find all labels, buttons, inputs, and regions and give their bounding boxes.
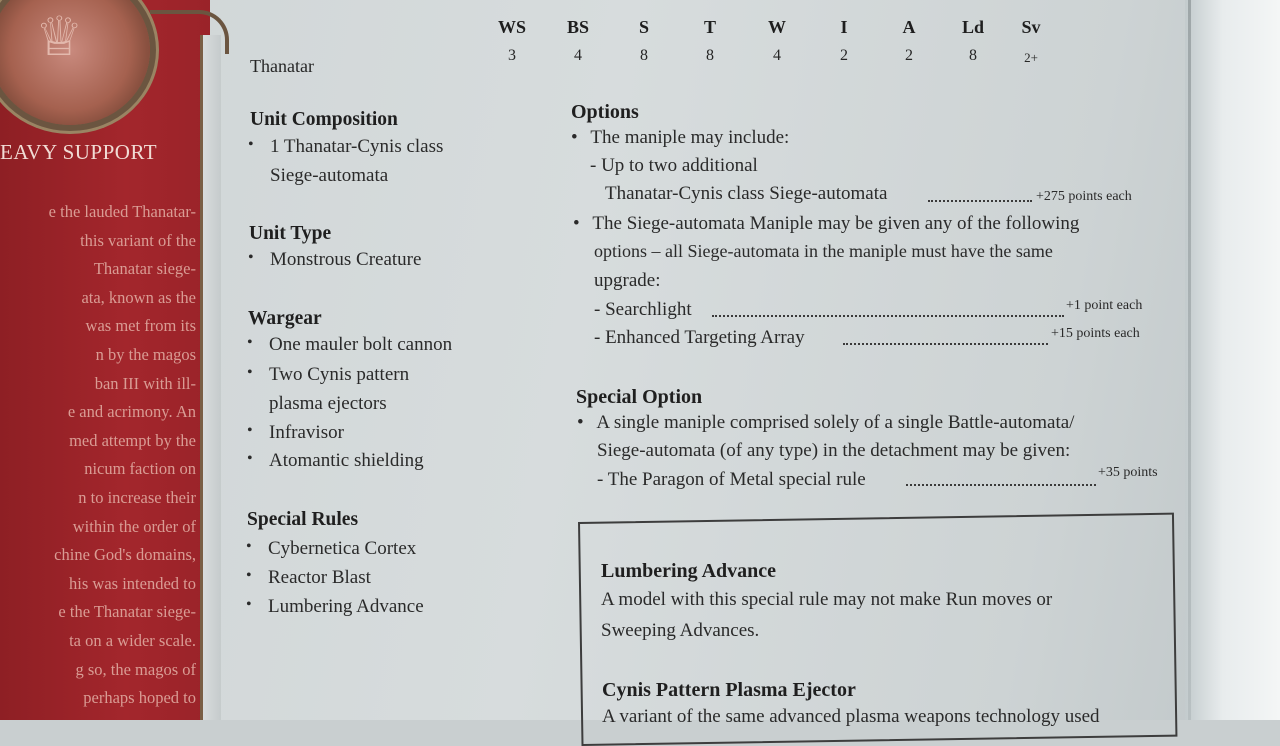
stat-value-s: 8 (640, 47, 648, 64)
stat-header-sv: Sv (1021, 17, 1041, 37)
list-item-text: Siege-automata (270, 165, 389, 186)
options-text: upgrade: (594, 270, 661, 291)
options-text: The maniple may include: (590, 127, 790, 148)
sidebar-line: within the order of (72, 516, 196, 536)
special-option-bullet (577, 412, 1074, 434)
unit-type-title: Unit Type (249, 223, 332, 244)
emblem-icon (0, 0, 150, 125)
stat-value-w: 4 (773, 47, 781, 64)
rule-text: A variant of the same advanced plasma weapons technology used (602, 706, 1100, 727)
sidebar-line: n by the magos (95, 344, 196, 364)
stat-value-i: 2 (840, 47, 848, 64)
points-cost: +1 point each (1066, 298, 1143, 313)
sidebar-line: ban III with ill- (94, 373, 196, 393)
sidebar-heading: EAVY SUPPORT (0, 140, 158, 164)
unit-name: Thanatar (250, 56, 314, 76)
bullet-icon: • (246, 567, 252, 584)
options-text: - Searchlight (594, 299, 692, 320)
sidebar-line: his was intended to (69, 573, 196, 593)
bullet-icon: • (247, 450, 253, 467)
bullet-icon: • (248, 136, 254, 153)
list-item-text: 1 Thanatar-Cynis class (270, 136, 444, 157)
special-rules-title: Special Rules (247, 509, 359, 530)
options-title: Options (571, 101, 639, 123)
rule-title: Lumbering Advance (601, 560, 777, 582)
points-cost: +15 points each (1051, 326, 1140, 341)
sidebar-line: perhaps hoped to (83, 688, 196, 708)
dot-leader (906, 484, 1096, 486)
points-cost: +35 points (1098, 465, 1158, 480)
list-item-text: One mauler bolt cannon (269, 334, 453, 355)
bullet-icon: • (246, 596, 252, 613)
sidebar-line: e and acrimony. An (67, 402, 196, 422)
stat-value-a: 2 (905, 47, 913, 64)
bullet-icon: • (571, 127, 578, 148)
wargear-title: Wargear (248, 308, 322, 329)
options-text: - Enhanced Targeting Array (594, 327, 805, 348)
bullet-icon: • (247, 422, 253, 439)
list-item-text: Infravisor (269, 422, 344, 443)
options-text: Thanatar-Cynis class Siege-automata (605, 183, 888, 204)
stat-header-a: A (902, 17, 916, 37)
sidebar-text (0, 198, 196, 713)
bullet-icon: • (246, 538, 252, 555)
bullet-icon: • (577, 412, 584, 433)
dot-leader (928, 200, 1032, 202)
stat-header-ws: WS (497, 17, 526, 37)
bullet-icon: • (573, 213, 580, 234)
stat-header-i: I (840, 17, 848, 37)
bullet-icon: • (247, 334, 253, 351)
stat-header-w: W (768, 17, 786, 37)
bullet-icon: • (247, 364, 253, 381)
sidebar-line: this variant of the (80, 230, 196, 250)
special-option-text: Siege-automata (of any type) in the detachment may be given: (597, 440, 1071, 461)
list-item-text: Monstrous Creature (270, 249, 422, 270)
list-item-text: Lumbering Advance (268, 596, 424, 617)
sidebar-line: ta on a wider scale. (69, 630, 196, 650)
stat-header-s: S (638, 17, 649, 37)
stat-value-t: 8 (706, 47, 714, 64)
sidebar-line: g so, the magos of (75, 659, 196, 679)
special-option-text: A single maniple comprised solely of a single Battle-automata/ (596, 412, 1075, 433)
unit-composition-title: Unit Composition (250, 109, 398, 130)
crown-icon: ♕ (35, 7, 84, 67)
sidebar-border (200, 35, 221, 720)
options-text: The Siege-automata Maniple may be given any of the following (592, 213, 1080, 234)
dot-leader (843, 343, 1048, 345)
special-option-title: Special Option (576, 386, 703, 408)
corner-ornament (150, 10, 229, 54)
sidebar-line: was met from its (85, 316, 196, 336)
rule-text: A model with this special rule may not make Run moves or (601, 589, 1053, 610)
stat-value-bs: 4 (574, 47, 582, 64)
bullet-icon: • (248, 249, 254, 266)
options-text: options – all Siege-automata in the maniple must have the same (594, 241, 1053, 261)
sidebar-line: ata, known as the (81, 287, 196, 307)
sidebar-line: n to increase their (78, 487, 196, 507)
options-bullet (571, 127, 789, 149)
list-item-text: Two Cynis pattern (269, 364, 410, 385)
sidebar-line: e the Thanatar siege- (58, 602, 196, 622)
page-edge (1185, 0, 1280, 720)
stat-header-ld: Ld (961, 17, 985, 37)
stat-header-bs: BS (566, 17, 590, 37)
options-text: - Up to two additional (590, 155, 758, 176)
stat-value-ws: 3 (508, 47, 516, 64)
list-item-text: Cybernetica Cortex (268, 538, 417, 559)
sidebar-line: chine God's domains, (54, 545, 196, 565)
sidebar-line: e the lauded Thanatar- (48, 202, 196, 221)
rule-title: Cynis Pattern Plasma Ejector (602, 679, 856, 701)
sidebar-line: nicum faction on (84, 459, 196, 479)
heavy-support-sidebar (0, 0, 210, 720)
stat-header-t: T (703, 17, 716, 37)
list-item-text: plasma ejectors (269, 393, 387, 414)
stat-value-ld: 8 (969, 47, 977, 64)
special-option-text: - The Paragon of Metal special rule (597, 469, 866, 490)
rule-text: Sweeping Advances. (601, 620, 760, 641)
list-item-text: Atomantic shielding (269, 450, 424, 471)
points-cost: +275 points each (1036, 189, 1132, 204)
sidebar-line: med attempt by the (69, 430, 196, 450)
stat-value-sv: 2+ (1024, 50, 1038, 65)
options-bullet (573, 213, 1079, 235)
page-edge-shadow (1188, 0, 1191, 720)
dot-leader (712, 315, 1064, 317)
sidebar-line: Thanatar siege- (93, 259, 196, 279)
list-item-text: Reactor Blast (268, 567, 371, 588)
